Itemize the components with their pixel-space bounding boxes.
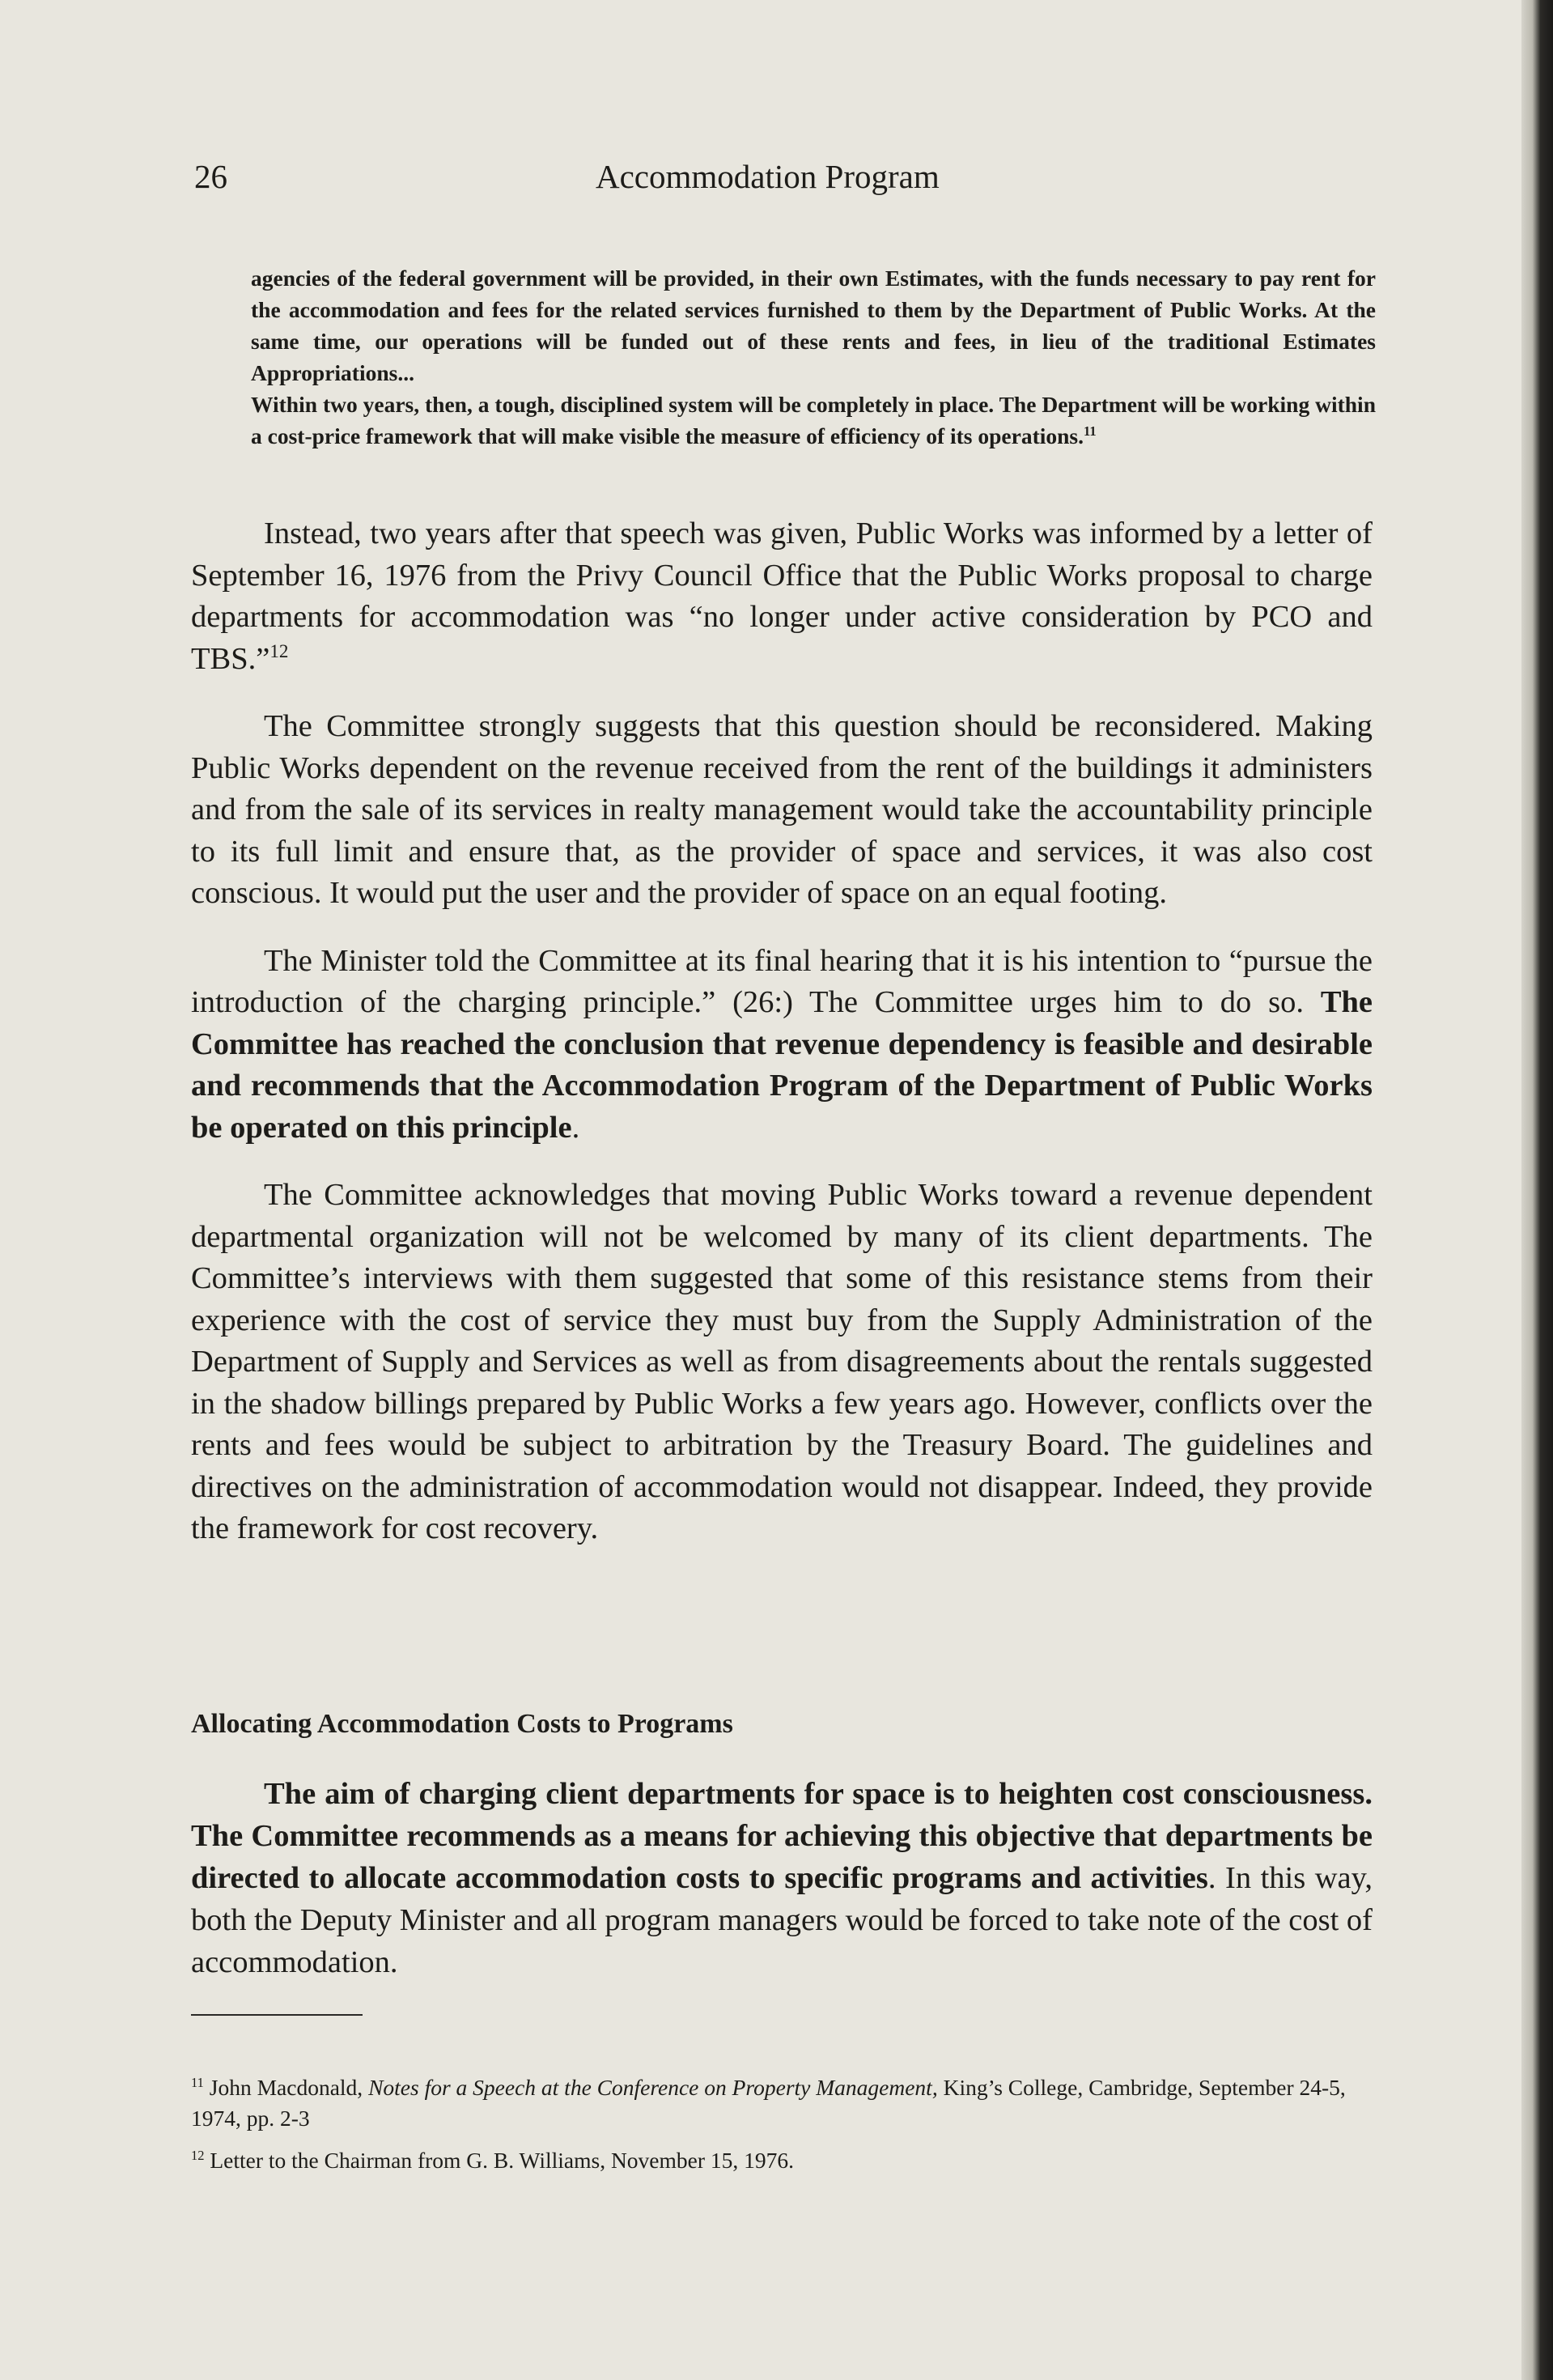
- footnote-11-source: King’s College, Cambridge, September 24-5, 1974, pp. 2-3: [191, 2075, 1346, 2131]
- quote-paragraph-1: agencies of the federal government will be provided, in their own Estimates, with the funds necessary to pay rent for the accommodation and fees for the related services furnished to them by the Department of Public Works. At the same time, our operations will be funded out of these rents and fees, in lieu of the traditional Estimates Appropriations...: [251, 266, 1376, 385]
- paragraph-4: The Committee acknowledges that moving Public Works toward a revenue dependent departmental organization will not be welcomed by many of its client departments. The Committee’s interviews with them suggested that some of this resistance stems from their experience with the cost of service they must buy from the Supply Administration of the Department of Supply and Services as well as from disagreements about the rentals suggested in the shadow billings prepared by Public Works a few years ago. However, conflicts over the rents and fees would be subject to arbitration by the Treasury Board. The guidelines and directives on the administration of accommodation would not disappear. Indeed, they provide the framework for cost recovery.: [191, 1178, 1373, 1545]
- paragraph-5: [191, 1773, 1373, 1983]
- body-text: [191, 513, 1373, 1576]
- footnote-12-number: 12: [191, 2147, 205, 2163]
- footnote-12-text: Letter to the Chairman from G. B. Williams, November 15, 1976.: [204, 2148, 795, 2173]
- section-heading: Allocating Accommodation Costs to Programs: [191, 1709, 733, 1739]
- quote-paragraph-2: [251, 389, 1376, 452]
- footnotes: [191, 2072, 1373, 2187]
- running-title: Accommodation Program: [596, 158, 940, 195]
- paragraph-5-recommendation: The aim of charging client departments for space is to heighten cost consciousness. The Committee recommends as a means for achieving this objective that departments be directed to allocate accommodation costs to specific programs and activities: [191, 1777, 1373, 1895]
- footnote-11-title: Notes for a Speech at the Conference on Property Management,: [368, 2075, 938, 2100]
- paragraph-3-text: The Minister told the Committee at its final hearing that it is his intention to “pursue the introduction of the charging principle.” (26:) The Committee urges him to do so.: [191, 943, 1373, 1019]
- footnote-ref-11: 11: [1084, 423, 1097, 439]
- paragraph-1-text: Instead, two years after that speech was given, Public Works was informed by a letter of September 16, 1976 from the Privy Council Office that the Public Works proposal to charge departments for accommodation was “no longer under active consideration by PCO and TBS.”: [191, 516, 1373, 676]
- paragraph-1: [191, 513, 1373, 680]
- quote-paragraph-2-text: Within two years, then, a tough, disciplined system will be completely in place. The Department will be working within a cost-price framework that will make visible the measure of efficiency of its operations.: [251, 392, 1376, 448]
- footnote-11-number: 11: [191, 2074, 204, 2090]
- page-edge-shadow: [1521, 0, 1553, 2380]
- paragraph-3-end: .: [571, 1110, 580, 1145]
- footnote-12: [191, 2145, 1373, 2176]
- paragraph-3-recommendation: The Committee has reached the conclusion that revenue dependency is feasible and desirable and recommends that the Accommodation Program of the Department of Public Works be operated on this principle: [191, 985, 1373, 1145]
- footnote-divider: [191, 2014, 363, 2016]
- footnote-ref-12: 12: [269, 640, 289, 661]
- paragraph-3: [191, 941, 1373, 1150]
- paragraph-2: The Committee strongly suggests that this question should be reconsidered. Making Public Works dependent on the revenue received from the rent of the buildings it administers and from the sale of its services in realty management would take the accountability principle to its full limit and ensure that, as the provider of space and services, it was also cost conscious. It would put the user and the provider of space on an equal footing.: [191, 709, 1373, 910]
- page-number: 26: [194, 158, 227, 195]
- block-quote: [251, 262, 1376, 452]
- footnote-11: [191, 2072, 1373, 2134]
- paragraph-5-text: . In this way, both the Deputy Minister and all program managers would be forced to take note of the cost of accommodation.: [191, 1861, 1373, 1979]
- section-body: [191, 1773, 1373, 1983]
- page-header: [194, 152, 1360, 201]
- footnote-11-author: John Macdonald,: [203, 2075, 369, 2100]
